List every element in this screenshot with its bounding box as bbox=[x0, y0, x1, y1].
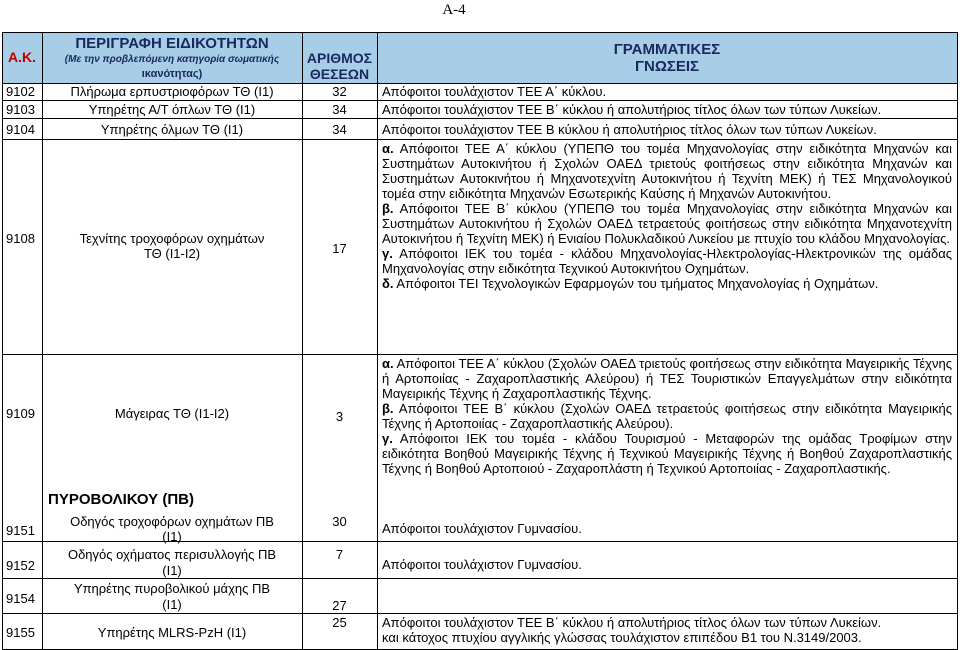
section-heading: ΠΥΡΟΒΟΛΙΚΟΥ (ΠΒ) bbox=[48, 491, 195, 508]
row-title: Υπηρέτης MLRS-PzH (Ι1) bbox=[97, 625, 247, 640]
row-count: 7 bbox=[335, 547, 344, 562]
row-divider bbox=[2, 354, 958, 355]
row-count: 34 bbox=[332, 122, 347, 137]
row-requirement bbox=[382, 356, 952, 476]
header-specialty-title: ΠΕΡΙΓΡΑΦΗ ΕΙΔΙΚΟΤΗΤΩΝ bbox=[75, 35, 269, 52]
row-requirement: Απόφοιτοι τουλάχιστον ΤΕΕ Β΄ κύκλου ή απολυτήριος τίτλος όλων των τύπων Λυκείων. bbox=[382, 102, 882, 117]
row-requirement bbox=[382, 141, 952, 291]
row-title-line-2: ΤΘ (Ι1-Ι2) bbox=[143, 246, 201, 261]
row-title: Οδηγός οχήματος περισυλλογής ΠΒ bbox=[67, 547, 277, 562]
row-title-line-2: (Ι1) bbox=[162, 563, 182, 578]
row-title: Πλήρωμα ερπυστριοφόρων ΤΘ (Ι1) bbox=[70, 84, 274, 99]
page-label: Α-4 bbox=[442, 2, 466, 18]
requirement-item: δ. Απόφοιτοι ΤΕΙ Τεχνολογικών Εφαρμογών του τμήματος Μηχανολογίας ή Οχημάτων. bbox=[382, 276, 879, 291]
header-code: Α.Κ. bbox=[8, 49, 36, 65]
requirement-item: γ. Απόφοιτοι ΙΕΚ του τομέα - κλάδου Μηχανολογίας-Ηλεκτρολογίας-Ηλεκτρονικών της ομάδας Μηχανολογίας στην ειδικότητα Τεχνικού Αυτοκινήτου Οχημάτων. bbox=[382, 246, 952, 276]
row-divider bbox=[2, 100, 958, 101]
row-count: 25 bbox=[332, 615, 347, 630]
row-code: 9108 bbox=[6, 231, 35, 246]
row-title: Μάγειρας ΤΘ (Ι1-Ι2) bbox=[114, 406, 230, 421]
header-knowledge: ΓΡΑΜΜΑΤΙΚΕΣ bbox=[613, 41, 721, 58]
row-count: 27 bbox=[332, 598, 347, 613]
row-count: 32 bbox=[332, 84, 347, 99]
header-specialty-note-2: ικανότητας) bbox=[141, 68, 203, 80]
row-count: 34 bbox=[332, 102, 347, 117]
row-code: 9155 bbox=[6, 625, 35, 640]
row-code: 9102 bbox=[6, 84, 35, 99]
requirement-item: β. Απόφοιτοι ΤΕΕ Β΄ κύκλου (Σχολών ΟΑΕΔ τετραετούς φοιτήσεως στην ειδικότητα Μαγειρικής Τέχνης ή Αρτοποιίας - Ζαχαροπλαστικής Αλεύρου). bbox=[382, 401, 952, 431]
row-count: 3 bbox=[335, 409, 344, 424]
row-divider bbox=[2, 578, 958, 579]
row-requirement: Απόφοιτοι τουλάχιστον ΤΕΕ Β΄ κύκλου ή απολυτήριος τίτλος όλων των τύπων Λυκείων. bbox=[382, 615, 882, 630]
row-code: 9151 bbox=[6, 523, 35, 538]
row-code: 9104 bbox=[6, 122, 35, 137]
row-divider bbox=[2, 613, 958, 614]
row-count: 17 bbox=[332, 241, 347, 256]
row-divider bbox=[2, 118, 958, 119]
row-title: Οδηγός τροχοφόρων οχημάτων ΠΒ bbox=[70, 514, 274, 529]
row-requirement-line-2: και κάτοχος πτυχίου αγγλικής γλώσσας τουλάχιστον επιπέδου Β1 του Ν.3149/2003. bbox=[382, 630, 862, 645]
row-requirement: Απόφοιτοι τουλάχιστον Γυμνασίου. bbox=[382, 557, 582, 572]
row-title: Τεχνίτης τροχοφόρων οχημάτων bbox=[79, 231, 265, 246]
row-code: 9103 bbox=[6, 102, 35, 117]
row-title: Υπηρέτης όλμων ΤΘ (Ι1) bbox=[100, 122, 244, 137]
requirement-item: γ. Απόφοιτοι ΙΕΚ του τομέα - κλάδου Τουρισμού - Μεταφορών της ομάδας Τροφίμων στην ειδικότητα Βοηθού Μαγειρικής Τέχνης ή Τεχνικού Μαγειρικής Τέχνης ή Βοηθού Ζαχαροπλαστικής Τέχνης ή Βοηθού Αρτοποιού - Ζαχαροπλάστη ή Τεχνικού Αρτοποιίας - Ζαχαροπλαστικής. bbox=[382, 431, 952, 476]
row-code: 9154 bbox=[6, 591, 35, 606]
header-count: ΑΡΙΘΜΟΣ bbox=[306, 50, 373, 66]
requirement-item: β. Απόφοιτοι ΤΕΕ Β΄ κύκλου (ΥΠΕΠΘ του τομέα Μηχανολογίας στην ειδικότητα Μηχανών και Συστημάτων Αυτοκινήτου ή Σχολών ΟΑΕΔ τετραετούς φοιτήσεως στην ειδικότητα Μηχανοτεχνίτη Αυτοκινήτου ή Τεχνίτη ΜΕΚ) ή Ενιαίου Πολυκλαδικού Λυκείου με πτυχίο του κλάδου Μηχανολογίας. bbox=[382, 201, 952, 246]
requirement-item: α. Απόφοιτοι ΤΕΕ Α΄ κύκλου (ΥΠΕΠΘ του τομέα Μηχανολογίας στην ειδικότητα Μηχανών και Συστημάτων Αυτοκινήτου ή Σχολών ΟΑΕΔ τριετούς φοιτήσεως στην ειδικότητα Μηχανών και Συστημάτων Αυτοκινήτου ή Μηχανοτεχνίτη Αυτοκινήτου ή Τεχνίτη ΜΕΚ) ή ΤΕΣ Μηχανολογικού τομέα στην ειδικότητα Μηχανών Εσωτερικής Καύσης ή Μηχανών Αυτοκινήτου. bbox=[382, 141, 952, 201]
row-code: 9152 bbox=[6, 558, 35, 573]
header-count-2: ΘΕΣΕΩΝ bbox=[309, 66, 370, 82]
row-count: 30 bbox=[332, 514, 347, 529]
row-requirement: Απόφοιτοι τουλάχιστον Γυμνασίου. bbox=[382, 521, 582, 536]
specialties-table bbox=[2, 32, 958, 650]
column-divider bbox=[2, 33, 3, 649]
row-code: 9109 bbox=[6, 406, 35, 421]
column-divider bbox=[957, 33, 958, 649]
requirement-item: α. Απόφοιτοι ΤΕΕ Α΄ κύκλου (Σχολών ΟΑΕΔ τριετούς φοιτήσεως στην ειδικότητα Μαγειρικής Τέχνης ή Αρτοποιίας - Ζαχαροπλαστικής Αλεύρου) ή ΤΕΣ Τουριστικών Επαγγελμάτων στην ειδικότητα Μαγειρικής Τέχνης ή Ζαχαροπλαστικής Τέχνης. bbox=[382, 356, 952, 401]
row-divider bbox=[2, 139, 958, 140]
row-requirement: Απόφοιτοι τουλάχιστον ΤΕΕ Β κύκλου ή απολυτήριος τίτλος όλων των τύπων Λυκείων. bbox=[382, 122, 877, 137]
header-knowledge-2: ΓΝΩΣΕΙΣ bbox=[634, 58, 700, 75]
header-specialty-note: (Με την προβλεπόμενη κατηγορία σωματικής bbox=[64, 54, 280, 65]
row-title-line-2: (Ι1) bbox=[162, 529, 182, 544]
row-title-line-2: (Ι1) bbox=[162, 597, 182, 612]
row-requirement: Απόφοιτοι τουλάχιστον ΤΕΕ Α΄ κύκλου. bbox=[382, 84, 607, 99]
row-title: Υπηρέτης πυροβολικού μάχης ΠΒ bbox=[73, 581, 271, 596]
column-divider bbox=[377, 33, 378, 649]
row-title: Υπηρέτης Α/Τ όπλων ΤΘ (Ι1) bbox=[88, 102, 256, 117]
